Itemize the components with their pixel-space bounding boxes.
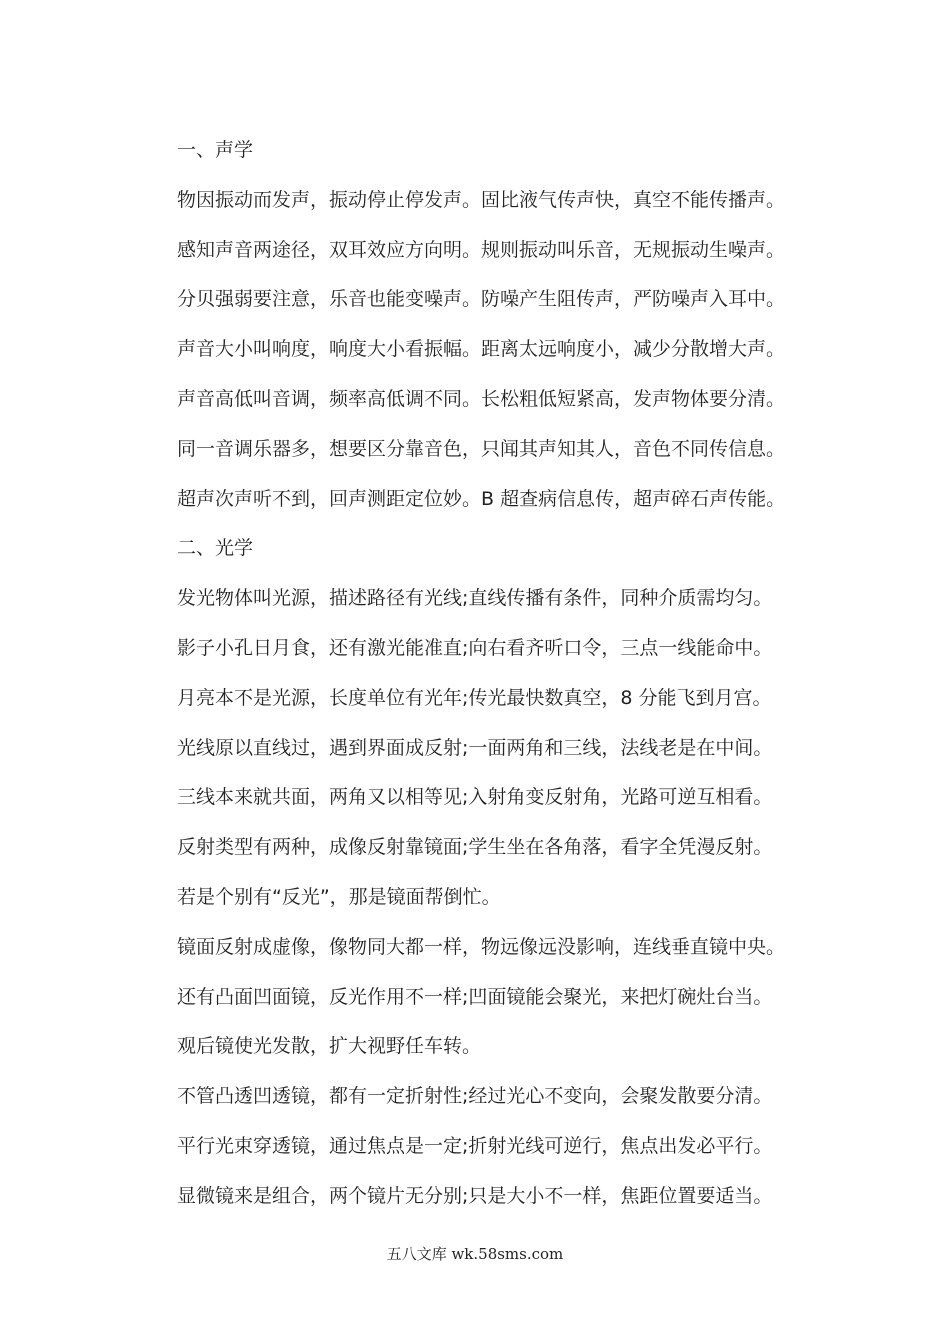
text-line: 发光物体叫光源，描述路径有光线;直线传播有条件，同种介质需均匀。 xyxy=(177,587,773,610)
text-line: 若是个别有“反光”，那是镜面帮倒忙。 xyxy=(177,885,501,908)
text-line: 观后镜使光发散，扩大视野任车转。 xyxy=(177,1035,482,1058)
text-line: 声音大小叫响度，响度大小看振幅。距离太远响度小，减少分散增大声。 xyxy=(177,338,786,361)
text-line: 光线原以直线过，遇到界面成反射;一面两角和三线，法线老是在中间。 xyxy=(177,736,773,759)
text-line: 分贝强弱要注意，乐音也能变噪声。防噪产生阻传声，严防噪声入耳中。 xyxy=(177,288,786,311)
text-line: 镜面反射成虚像，像物同大都一样，物远像远没影响，连线垂直镜中央。 xyxy=(177,935,786,958)
text-line: 超声次声听不到，回声测距定位妙。B 超查病信息传，超声碎石声传能。 xyxy=(177,487,786,510)
text-line: 三线本来就共面，两角又以相等见;入射角变反射角，光路可逆互相看。 xyxy=(177,786,773,809)
text-line: 还有凸面凹面镜，反光作用不一样;凹面镜能会聚光，来把灯碗灶台当。 xyxy=(177,985,773,1008)
text-line: 影子小孔日月食，还有激光能准直;向右看齐听口令，三点一线能命中。 xyxy=(177,636,773,659)
text-line: 反射类型有两种，成像反射靠镜面;学生坐在各角落，看字全凭漫反射。 xyxy=(177,836,773,859)
text-line: 平行光束穿透镜，通过焦点是一定;折射光线可逆行，焦点出发必平行。 xyxy=(177,1134,773,1157)
text-line: 显微镜来是组合，两个镜片无分别;只是大小不一样，焦距位置要适当。 xyxy=(177,1184,773,1207)
section-heading-optics: 二、光学 xyxy=(177,537,254,560)
text-line: 感知声音两途径，双耳效应方向明。规则振动叫乐音，无规振动生噪声。 xyxy=(177,238,786,261)
text-line: 不管凸透凹透镜，都有一定折射性;经过光心不变向，会聚发散要分清。 xyxy=(177,1085,773,1108)
text-line: 物因振动而发声，振动停止停发声。固比液气传声快，真空不能传播声。 xyxy=(177,188,786,211)
section-heading-acoustics: 一、声学 xyxy=(177,139,254,161)
document-body xyxy=(177,130,797,1226)
text-line: 月亮本不是光源，长度单位有光年;传光最快数真空，8 分能飞到月宫。 xyxy=(177,686,772,709)
text-line: 同一音调乐器多，想要区分靠音色，只闻其声知其人，音色不同传信息。 xyxy=(177,437,786,460)
text-line: 声音高低叫音调，频率高低调不同。长松粗低短紧高，发声物体要分清。 xyxy=(177,387,786,410)
page-footer: 五八文库 wk.58sms.com xyxy=(386,1245,564,1263)
